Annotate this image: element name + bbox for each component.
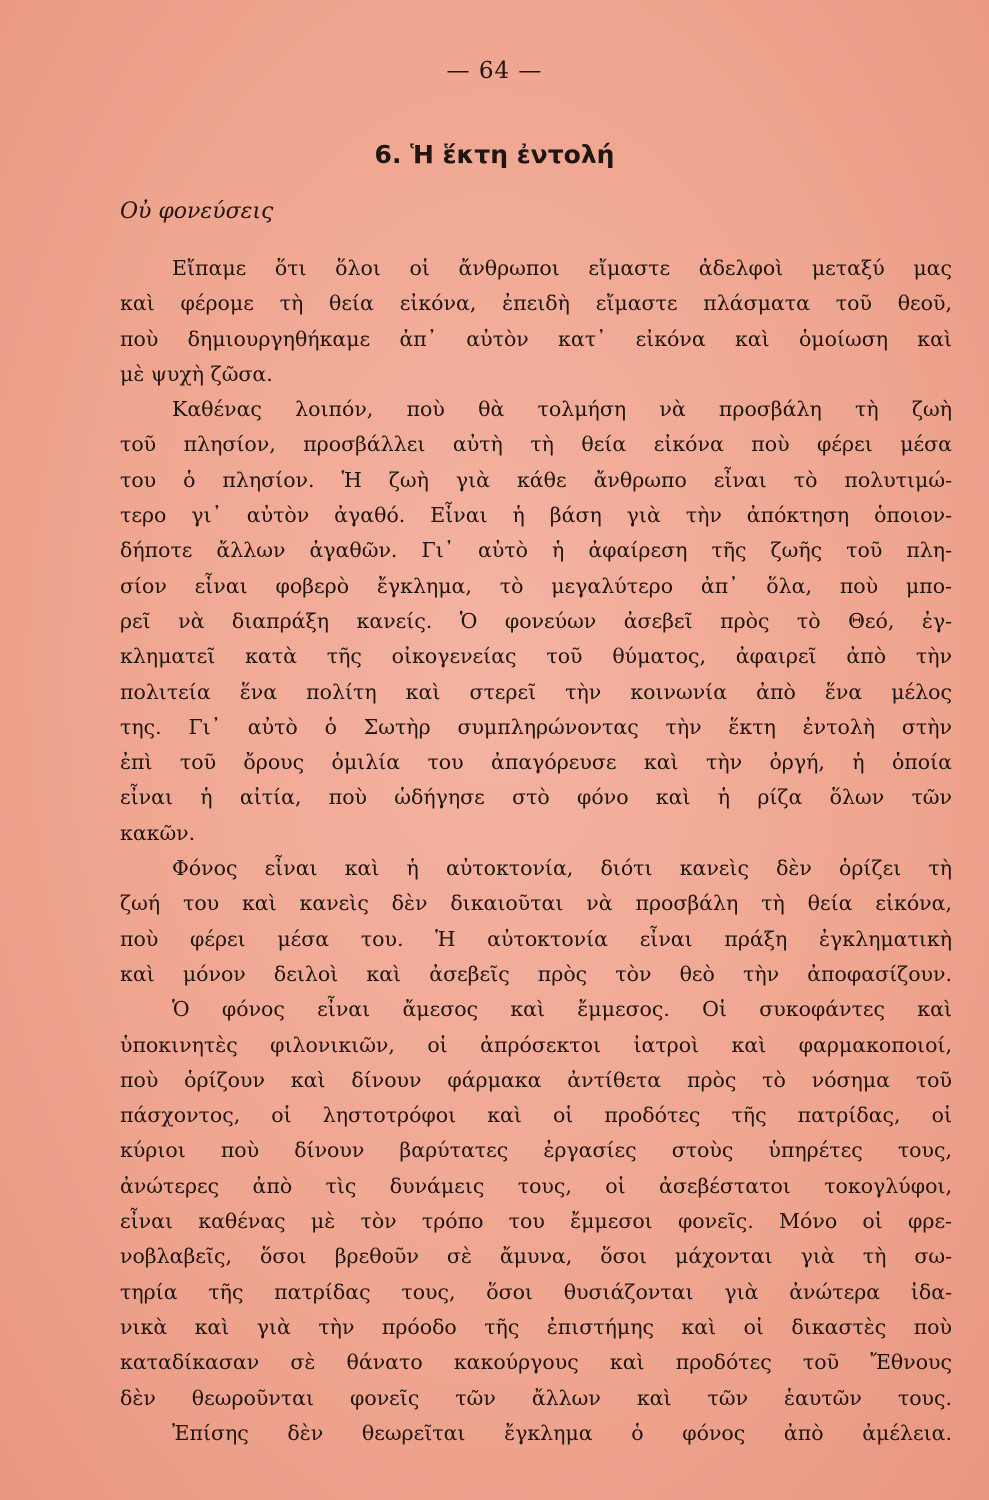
text-line: του ὁ πλησίον. Ἡ ζωὴ γιὰ κάθε ἄνθρωπο εἶναι τὸ πολυτιμώ- [120, 467, 952, 492]
text-line: σίον εἶναι φοβερὸ ἔγκλημα, τὸ μεγαλύτερο ἀπ᾽ ὅλα, ποὺ μπο- [120, 573, 952, 598]
text-line: ποὺ ὁρίζουν καὶ δίνουν φάρμακα ἀντίθετα πρὸς τὸ νόσημα τοῦ [120, 1067, 952, 1092]
text-line: εἶναι ἡ αἰτία, ποὺ ὡδήγησε στὸ φόνο καὶ ἡ ρίζα ὅλων τῶν [120, 785, 952, 810]
text-line: καὶ φέρομε τὴ θεία εἰκόνα, ἐπειδὴ εἴμαστε πλάσματα τοῦ θεοῦ, [120, 291, 952, 316]
text-line: Ἐπίσης δὲν θεωρεῖται ἔγκλημα ὁ φόνος ἀπὸ ἀμέλεια. [172, 1420, 952, 1445]
text-line: τερο γι᾽ αὐτὸν ἀγαθό. Εἶναι ἡ βάση γιὰ τὴν ἀπόκτηση ὁποιον- [120, 503, 952, 528]
text-line: ζωή του καὶ κανεὶς δὲν δικαιοῦται νὰ προσβάλη τὴ θεία εἰκόνα, [120, 891, 952, 916]
text-line: νικὰ καὶ γιὰ τὴν πρόοδο τῆς ἐπιστήμης καὶ οἱ δικαστὲς ποὺ [120, 1314, 952, 1339]
text-line: τοῦ πλησίον, προσβάλλει αὐτὴ τὴ θεία εἰκόνα ποὺ φέρει μέσα [120, 432, 952, 457]
text-line: ποὺ δημιουργηθήκαμε ἀπ᾽ αὐτὸν κατ᾽ εἰκόνα καὶ ὁμοίωση καὶ [120, 326, 952, 351]
text-line: νοβλαβεῖς, ὅσοι βρεθοῦν σὲ ἄμυνα, ὅσοι μάχονται γιὰ τὴ σω- [120, 1244, 952, 1269]
text-line: Εἴπαμε ὅτι ὅλοι οἱ ἄνθρωποι εἴμαστε ἀδελφοὶ μεταξύ μας [172, 256, 952, 280]
text-line: Φόνος εἶναι καὶ ἡ αὐτοκτονία, διότι κανεὶς δὲν ὁρίζει τὴ [172, 856, 952, 881]
text-line: εἶναι καθένας μὲ τὸν τρόπο του ἔμμεσοι φονεῖς. Μόνο οἱ φρε- [120, 1209, 952, 1234]
text-line: ἐπὶ τοῦ ὄρους ὁμιλία του ἀπαγόρευσε καὶ τὴν ὀργή, ἡ ὁποία [120, 750, 952, 775]
text-line: πολιτεία ἕνα πολίτη καὶ στερεῖ τὴν κοινωνία ἀπὸ ἕνα μέλος [120, 679, 952, 704]
text-line: κληματεῖ κατὰ τῆς οἰκογενείας τοῦ θύματος, ἀφαιρεῖ ἀπὸ τὴν [120, 644, 952, 669]
chapter-title: 6. Ἡ ἕκτη ἐντολή [374, 140, 615, 169]
text-line: Καθένας λοιπόν, ποὺ θὰ τολμήση νὰ προσβάλη τὴ ζωὴ [172, 397, 952, 422]
text-line: καὶ μόνον δειλοὶ καὶ ἀσεβεῖς πρὸς τὸν θεὸ τὴν ἀποφασίζουν. [120, 961, 952, 986]
body-text [120, 251, 952, 1451]
text-line: ὑποκινητὲς φιλονικιῶν, οἱ ἀπρόσεκτοι ἰατροὶ καὶ φαρμακοποιοί, [120, 1032, 952, 1057]
section-subtitle: Οὐ φονεύσεις [120, 199, 274, 224]
text-line: κακῶν. [120, 820, 196, 845]
text-line: Ὁ φόνος εἶναι ἄμεσος καὶ ἔμμεσος. Οἱ συκοφάντες καὶ [172, 997, 952, 1022]
text-line: καταδίκασαν σὲ θάνατο κακούργους καὶ προδότες τοῦ Ἔθνους [120, 1350, 952, 1375]
text-line: πάσχοντος, οἱ ληστοτρόφοι καὶ οἱ προδότες τῆς πατρίδας, οἱ [120, 1103, 952, 1128]
text-line: δήποτε ἄλλων ἀγαθῶν. Γι᾽ αὐτὸ ἡ ἀφαίρεση τῆς ζωῆς τοῦ πλη- [120, 538, 952, 563]
text-line: ἀνώτερες ἀπὸ τὶς δυνάμεις τους, οἱ ἀσεβέστατοι τοκογλύφοι, [120, 1173, 952, 1198]
text-line: ποὺ φέρει μέσα του. Ἡ αὐτοκτονία εἶναι πράξη ἐγκληματικὴ [120, 926, 952, 951]
text-line: της. Γι᾽ αὐτὸ ὁ Σωτὴρ συμπληρώνοντας τὴν ἕκτη ἐντολὴ στὴν [120, 714, 952, 739]
page-number: — 64 — [446, 58, 543, 84]
text-line: κύριοι ποὺ δίνουν βαρύτατες ἐργασίες στοὺς ὑπηρέτες τους, [120, 1138, 952, 1163]
text-line: μὲ ψυχὴ ζῶσα. [120, 361, 273, 386]
text-line: δὲν θεωροῦνται φονεῖς τῶν ἄλλων καὶ τῶν ἑαυτῶν τους. [120, 1385, 952, 1410]
text-line: ρεῖ νὰ διαπράξη κανείς. Ὁ φονεύων ἀσεβεῖ πρὸς τὸ Θεό, ἐγ- [120, 608, 952, 633]
text-line: τηρία τῆς πατρίδας τους, ὅσοι θυσιάζονται γιὰ ἀνώτερα ἰδα- [120, 1279, 952, 1304]
